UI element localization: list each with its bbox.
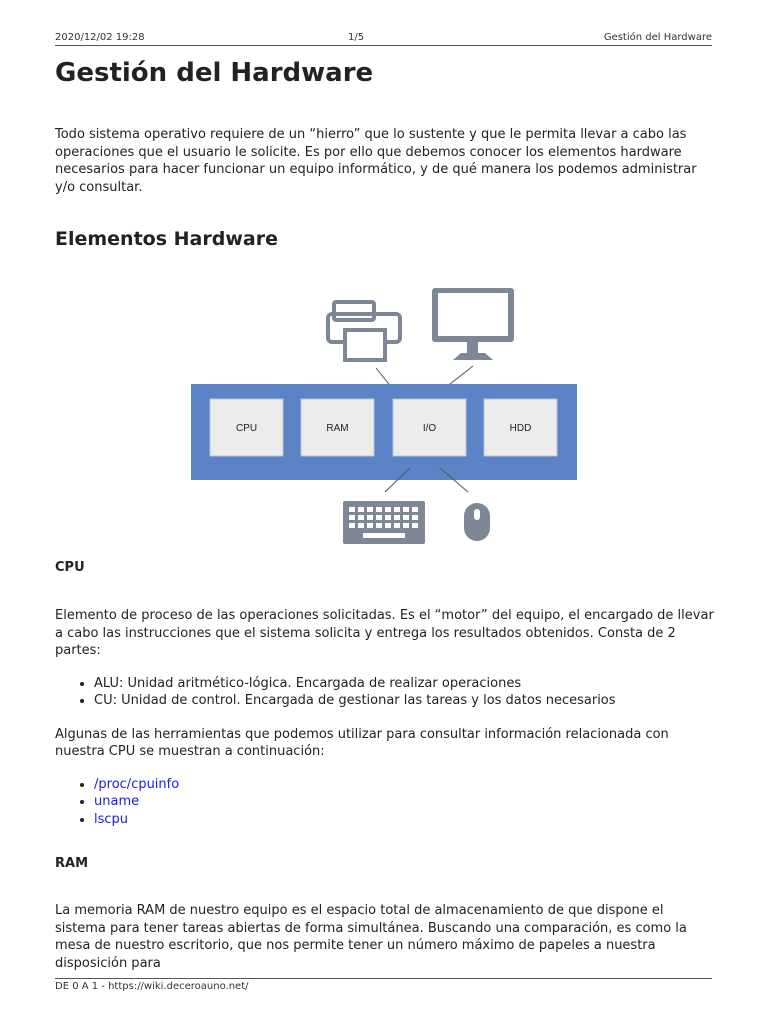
hardware-diagram <box>191 278 577 544</box>
page-footer: DE 0 A 1 - https://wiki.deceroauno.net/ <box>55 978 712 992</box>
printer-icon <box>328 302 400 360</box>
page-title: Gestión del Hardware <box>55 58 374 88</box>
link-lscpu[interactable]: lscpu <box>94 811 129 827</box>
intro-paragraph: Todo sistema operativo requiere de un “hierro” que lo sustente y que le permita llevar a cabo las operaciones que el usuario le solicite. Es por ello que debemos conocer los elementos hardware necesarios para hacer funcionar un equipo informático, y de qué manera los podemos administrar y/o consultar. <box>55 127 697 195</box>
ram-paragraph: La memoria RAM de nuestro equipo es el espacio total de almacenamiento de que dispone el sistema para tener tareas abiertas de forma simultánea. Buscando una comparación, es como la mesa de nuestro escritorio, que nos permite tener un número máximo de papeles a nuestra disposición para <box>55 903 687 971</box>
diagram-box-label: CPU <box>235 423 258 434</box>
diagram-box-label: RAM <box>326 423 349 434</box>
list-item <box>94 776 715 794</box>
cpu-tools-list <box>55 776 715 829</box>
monitor-icon <box>432 288 514 360</box>
cpu-paragraph: Elemento de proceso de las operaciones solicitadas. Es el “motor” del equipo, el encargado de llevar a cabo las instrucciones que el sistema solicita y entrega los resultados obtenidos. Consta de 2 partes: <box>55 608 714 658</box>
page-header <box>55 31 712 46</box>
list-item: • CU: Unidad de control. Encargada de gestionar las tareas y los datos necesarios <box>94 692 715 710</box>
link-uname[interactable]: uname <box>94 794 140 809</box>
cpu-parts-list <box>55 675 715 710</box>
mouse-icon <box>464 503 490 541</box>
diagram-box-label: I/O <box>422 423 437 434</box>
link-proc-cpuinfo[interactable]: /proc/cpuinfo <box>94 776 180 792</box>
header-page-number: 1/5 <box>348 32 365 43</box>
header-datetime: 2020/12/02 19:28 <box>55 32 145 43</box>
cpu-tools-paragraph: Algunas de las herramientas que podemos utilizar para consultar información relacionada con nuestra CPU se muestran a continuación: <box>55 726 669 759</box>
list-item: • ALU: Unidad aritmético-lógica. Encargada de realizar operaciones <box>94 675 715 693</box>
section-heading-elementos: Elementos Hardware <box>55 228 278 250</box>
section-heading-ram: RAM <box>55 856 89 871</box>
list-item <box>94 793 715 811</box>
diagram-box-label: HDD <box>509 423 532 434</box>
page-content <box>55 52 715 972</box>
list-item <box>94 811 715 829</box>
keyboard-icon <box>343 501 425 544</box>
header-doc-title: Gestión del Hardware <box>603 32 712 43</box>
section-heading-cpu: CPU <box>55 560 85 575</box>
